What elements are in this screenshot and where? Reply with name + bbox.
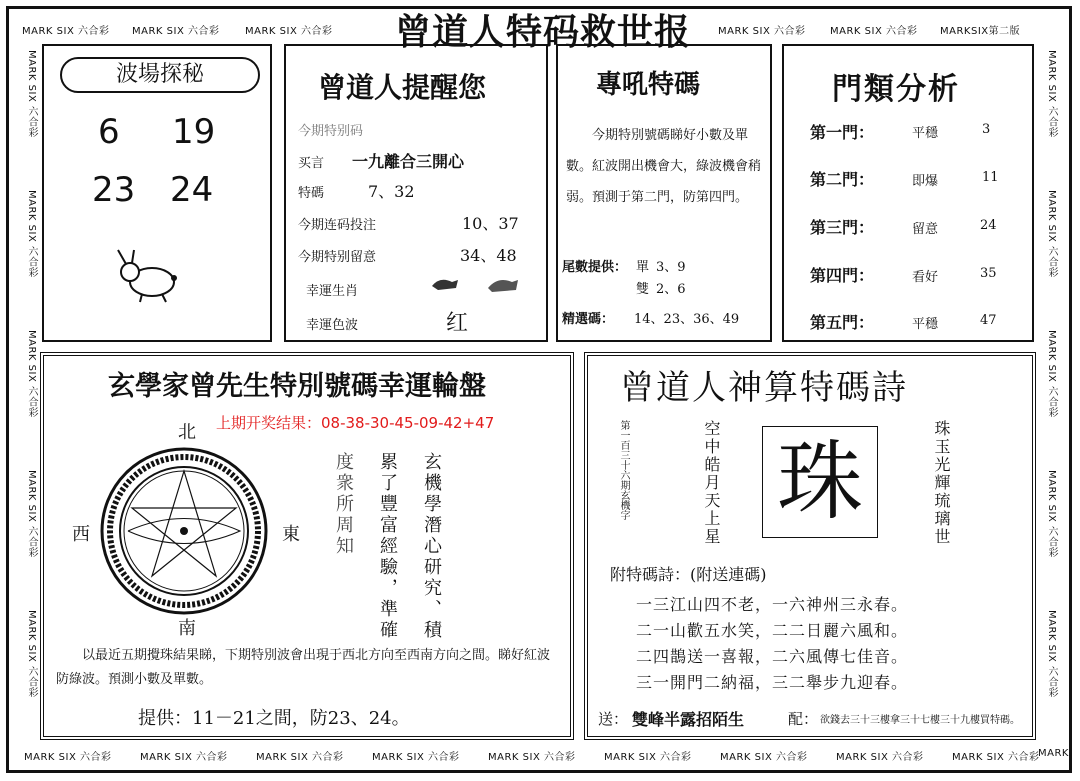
border-bottom-1: MARK SIX 六合彩 bbox=[24, 752, 112, 763]
door-5-label: 第五門： bbox=[810, 313, 875, 332]
border-top-left-3: MARK SIX 六合彩 bbox=[245, 26, 333, 37]
poem-panel-title: 曾道人神算特碼詩 bbox=[620, 368, 908, 408]
poem-line-1: 一三江山四不老，一六神州三永春。 bbox=[636, 595, 909, 614]
door-1-num: 3 bbox=[982, 122, 991, 137]
page-title: 曾道人特码救世报 bbox=[394, 11, 691, 53]
wave-number-1: 6 bbox=[98, 112, 120, 152]
special-tail-double-label: 雙 bbox=[636, 282, 650, 297]
border-bottom-6: MARK SIX 六合彩 bbox=[604, 752, 692, 763]
remind-row-5-label: 今期特别留意 bbox=[298, 250, 377, 265]
remind-row-5-value: 34、48 bbox=[460, 246, 517, 265]
border-bottom-9: MARK SIX 六合彩 bbox=[952, 752, 1040, 763]
poem-match-value: 欲錢去三十三樓拿三十七樓三十九樓買特碼。 bbox=[820, 715, 1020, 726]
border-bottom-3: MARK SIX 六合彩 bbox=[256, 752, 344, 763]
door-5-num: 47 bbox=[980, 313, 997, 328]
border-bottom-end: MARK bbox=[1038, 748, 1069, 759]
dir-north: 北 bbox=[178, 422, 196, 443]
poem-right-col: 珠玉光輝琉璃世 bbox=[932, 420, 951, 546]
poem-match-label: 配： bbox=[788, 710, 819, 728]
special-pick-label: 精選碼： bbox=[562, 312, 615, 327]
border-top-right-label: MARKSIX第二版 bbox=[940, 26, 1021, 37]
dir-west: 西 bbox=[72, 524, 90, 545]
dir-south: 南 bbox=[178, 618, 196, 639]
poem-line-3: 二四鵲送一喜報，二六風傳七佳音。 bbox=[636, 647, 909, 666]
door-5-word: 平穩 bbox=[912, 317, 939, 332]
door-3-num: 24 bbox=[980, 218, 997, 233]
wheel-provide: 提供：11－21之間，防23、24。 bbox=[138, 708, 410, 729]
remind-row-3-label: 特碼 bbox=[298, 186, 325, 201]
door-4-num: 35 bbox=[980, 266, 997, 281]
poem-middle-col: 空中皓月天上星 bbox=[702, 420, 721, 546]
lucky-zodiac-icons bbox=[428, 272, 524, 296]
poem-issue-col: 第一百三十六期玄機字 bbox=[618, 420, 629, 520]
border-bottom-4: MARK SIX 六合彩 bbox=[372, 752, 460, 763]
remind-row-3-value: 7、32 bbox=[368, 182, 415, 201]
special-panel-title: 專吼特碼 bbox=[596, 70, 701, 100]
door-3-word: 留意 bbox=[912, 222, 939, 237]
door-2-label: 第二門： bbox=[810, 170, 875, 189]
border-left-3: MARK SIX 六合彩 bbox=[26, 330, 37, 418]
wheel-verse-col-2: 累了豐富經驗，準確 bbox=[377, 452, 398, 641]
border-bottom-8: MARK SIX 六合彩 bbox=[836, 752, 924, 763]
remind-row-2-label: 买言 bbox=[298, 156, 325, 171]
border-left-1: MARK SIX 六合彩 bbox=[26, 50, 37, 138]
lucky-wheel bbox=[96, 446, 272, 616]
border-top-right-2: MARK SIX 六合彩 bbox=[830, 26, 918, 37]
remind-row-6-label: 幸運生肖 bbox=[306, 284, 359, 299]
border-top-left-1: MARK SIX 六合彩 bbox=[22, 26, 110, 37]
border-right-4: MARK SIX 六合彩 bbox=[1046, 470, 1057, 558]
border-right-2: MARK SIX 六合彩 bbox=[1046, 190, 1057, 278]
rabbit-illustration bbox=[112, 248, 186, 304]
poem-send-value: 雙峰半露招陌生 bbox=[632, 710, 745, 729]
border-right-5: MARK SIX 六合彩 bbox=[1046, 610, 1057, 698]
wave-panel-title: 波場探秘 bbox=[60, 57, 260, 93]
doors-panel-title: 門類分析 bbox=[832, 72, 960, 107]
special-tail-double: 2、6 bbox=[656, 282, 686, 297]
door-1-label: 第一門： bbox=[810, 123, 875, 142]
wave-number-2: 19 bbox=[172, 112, 216, 152]
remind-row-2-value: 一九離合三開心 bbox=[352, 152, 465, 171]
border-left-5: MARK SIX 六合彩 bbox=[26, 610, 37, 698]
special-tail-single-label: 單 bbox=[636, 260, 650, 275]
poem-line-2: 二一山歡五水笑，二二日麗六風和。 bbox=[636, 621, 909, 640]
remind-panel-title: 曾道人提醒您 bbox=[318, 71, 487, 104]
door-3-label: 第三門： bbox=[810, 218, 875, 237]
door-2-word: 即爆 bbox=[912, 174, 939, 189]
wheel-paragraph: 以最近五期攪珠結果睇，下期特別波會出現于西北方向至西南方向之間。睇好紅波防綠波。預測小數及單數。 bbox=[56, 648, 551, 687]
remind-row-1-label: 今期特别码 bbox=[298, 124, 364, 139]
border-bottom-5: MARK SIX 六合彩 bbox=[488, 752, 576, 763]
wheel-verse-col-3: 度衆所周知 bbox=[333, 452, 354, 557]
remind-row-7-label: 幸運色波 bbox=[306, 318, 359, 333]
border-top-right-1: MARK SIX 六合彩 bbox=[718, 26, 806, 37]
remind-row-4-value: 10、37 bbox=[462, 214, 519, 233]
remind-row-4-label: 今期连码投注 bbox=[298, 218, 377, 233]
last-result: 上期开奖结果：08-38-30-45-09-42+47 bbox=[216, 414, 495, 432]
door-4-label: 第四門： bbox=[810, 266, 875, 285]
wheel-verse-col-1: 玄機學潛心研究、積 bbox=[421, 452, 442, 641]
special-tail-label: 尾數提供： bbox=[562, 260, 628, 275]
wheel-panel-title: 玄學家曾先生特別號碼幸運輪盤 bbox=[108, 371, 486, 402]
dir-east: 東 bbox=[282, 524, 300, 545]
special-pick: 14、23、36、49 bbox=[634, 312, 740, 327]
border-right-3: MARK SIX 六合彩 bbox=[1046, 330, 1057, 418]
special-tail-single: 3、9 bbox=[656, 260, 686, 275]
remind-row-7-value: 红 bbox=[446, 311, 469, 336]
border-bottom-7: MARK SIX 六合彩 bbox=[720, 752, 808, 763]
door-4-word: 看好 bbox=[912, 270, 939, 285]
border-left-4: MARK SIX 六合彩 bbox=[26, 470, 37, 558]
poem-attached-label: 附特碼詩：(附送連碼) bbox=[610, 565, 767, 584]
border-top-left-2: MARK SIX 六合彩 bbox=[132, 26, 220, 37]
door-1-word: 平穩 bbox=[912, 126, 939, 141]
door-2-num: 11 bbox=[982, 170, 999, 185]
border-right-1: MARK SIX 六合彩 bbox=[1046, 50, 1057, 138]
border-bottom-2: MARK SIX 六合彩 bbox=[140, 752, 228, 763]
wave-number-4: 24 bbox=[170, 170, 214, 210]
special-panel-body: 今期特別號碼睇好小數及單數。紅波開出機會大，綠波機會稍弱。預測于第二門，防第四門。 bbox=[566, 128, 762, 205]
poem-big-char: 珠 bbox=[762, 426, 878, 538]
wave-number-3: 23 bbox=[92, 170, 136, 210]
poem-send-label: 送： bbox=[598, 710, 629, 728]
border-left-2: MARK SIX 六合彩 bbox=[26, 190, 37, 278]
poem-line-4: 三一開門二納福，三二舉步九迎春。 bbox=[636, 673, 909, 692]
